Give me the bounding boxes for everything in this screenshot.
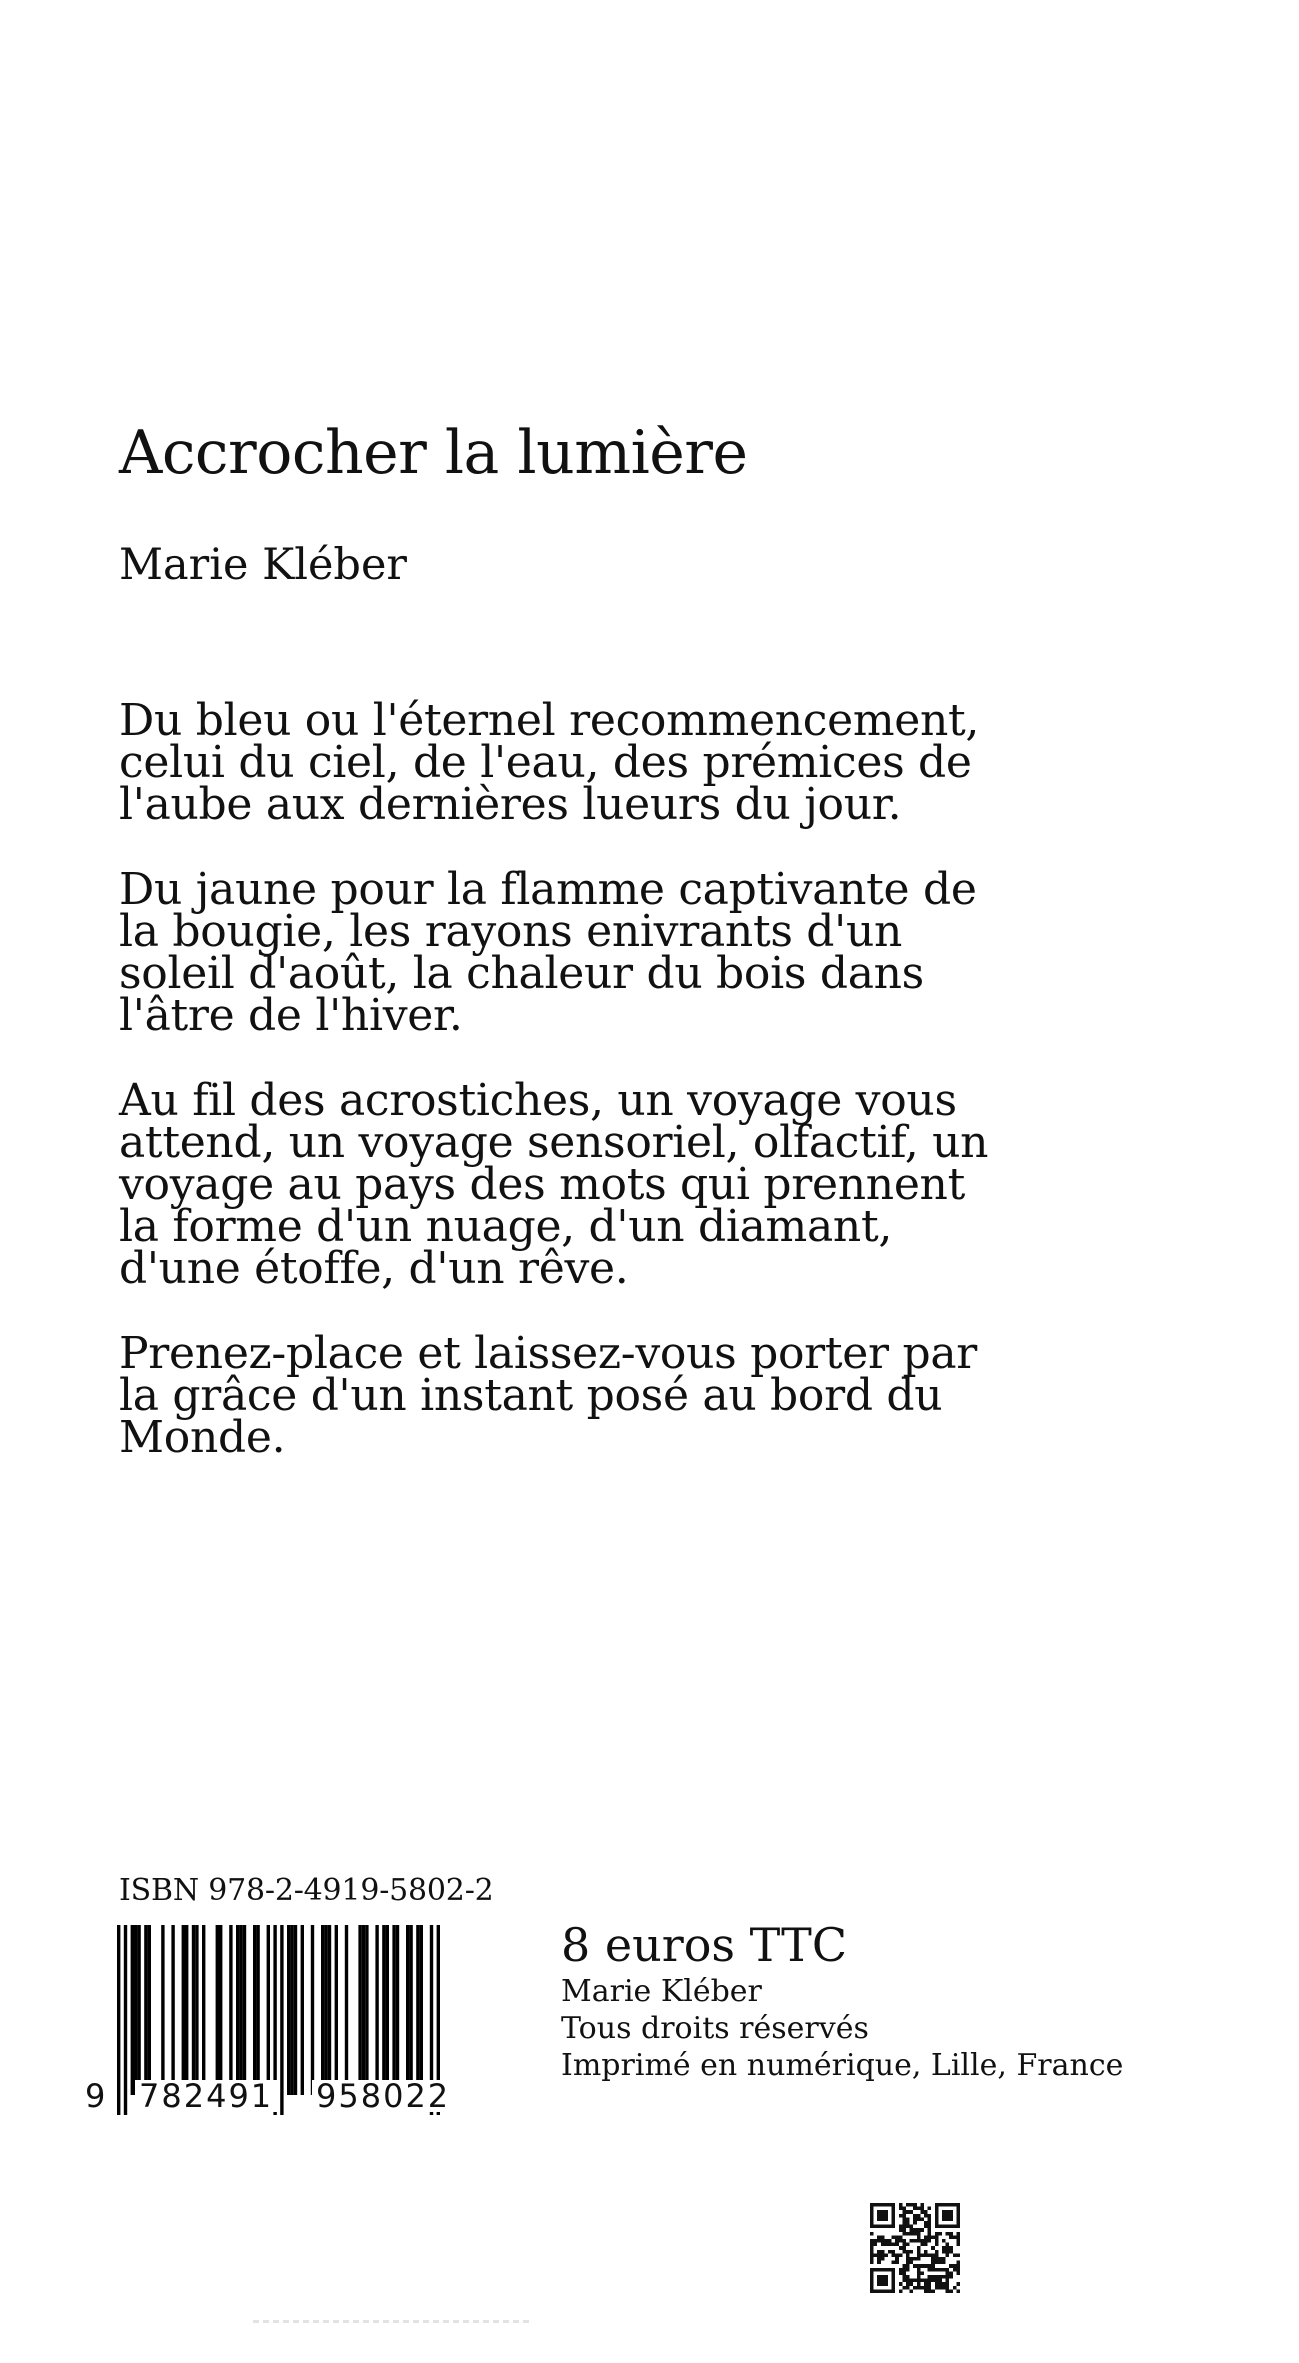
barcode-bar (134, 1925, 137, 2095)
barcode-bar (328, 1925, 331, 2095)
barcode-bar (416, 1925, 419, 2095)
faint-footer-mark (253, 2320, 533, 2323)
barcode-bar (290, 1925, 293, 2095)
blurb-line: la forme d'un nuage, d'un diamant, (119, 1201, 893, 1252)
barcode-bar (406, 1925, 409, 2095)
barcode-right-digits: 958022 (312, 2080, 454, 2112)
barcode-bar (280, 1925, 283, 2115)
barcode-bar (131, 1925, 134, 2095)
barcode-bar (382, 1925, 385, 2095)
barcode-bar (219, 1925, 222, 2095)
barcode-bar (375, 1925, 378, 2095)
barcode-bar (324, 1925, 327, 2095)
barcode-bar (229, 1925, 232, 2095)
qr-code-icon (870, 2203, 960, 2293)
isbn-label: ISBN 978-2-4919-5802-2 (119, 1873, 494, 1908)
barcode-bar (365, 1925, 368, 2095)
barcode-bar (236, 1925, 239, 2095)
barcode-bar (124, 1925, 127, 2115)
blurb (119, 695, 1019, 1502)
barcode-bar (287, 1925, 290, 2095)
barcode-bar (148, 1925, 151, 2095)
barcode-bar (253, 1925, 256, 2095)
imprint-printing: Imprimé en numérique, Lille, France (561, 2047, 1124, 2083)
blurb-line: Prenez-place et laissez-vous porter par (119, 1328, 977, 1379)
book-author: Marie Kléber (119, 540, 407, 590)
barcode-bar (267, 1925, 270, 2095)
blurb-line: l'âtre de l'hiver. (119, 990, 463, 1041)
barcode-bar (335, 1925, 338, 2095)
blurb-line: soleil d'août, la chaleur du bois dans (119, 948, 924, 999)
blurb-paragraph (119, 1075, 1019, 1294)
barcode-bar (216, 1925, 219, 2095)
barcode-bar (396, 1925, 399, 2095)
price: 8 euros TTC (561, 1918, 848, 1972)
barcode-lead-digit: 9 (85, 2077, 106, 2115)
blurb-line: la grâce d'un instant posé au bord du (119, 1370, 943, 1421)
blurb-line: la bougie, les rayons enivrants d'un (119, 906, 903, 957)
barcode-bar (243, 1925, 246, 2095)
barcode-bar (392, 1925, 395, 2095)
blurb-paragraph (119, 695, 1019, 830)
barcode-bar (171, 1925, 174, 2095)
barcode-bar (409, 1925, 412, 2095)
imprint-rights: Tous droits réservés (561, 2010, 869, 2046)
blurb-paragraph (119, 864, 1019, 1041)
barcode-bar (182, 1925, 185, 2095)
blurb-line: Du jaune pour la flamme captivante de (119, 864, 977, 915)
barcode-bar (192, 1925, 195, 2095)
blurb-line: d'une étoffe, d'un rêve. (119, 1243, 629, 1294)
barcode-bar (362, 1925, 365, 2095)
price-block (561, 1920, 1123, 2084)
barcode-bar (161, 1925, 164, 2095)
barcode-bar (294, 1925, 297, 2095)
book-title: Accrocher la lumière (119, 418, 748, 488)
barcode-left-digits: 782491 (135, 2080, 277, 2112)
barcode-bar (386, 1925, 389, 2095)
barcode-bar (256, 1925, 259, 2095)
barcode-bar (202, 1925, 205, 2095)
barcode-bar (345, 1925, 348, 2095)
blurb-paragraph (119, 1328, 1019, 1463)
blurb-line: Au fil des acrostiches, un voyage vous (119, 1075, 957, 1126)
barcode-bar (239, 1925, 242, 2095)
barcode-bar (321, 1925, 324, 2095)
imprint-author: Marie Kléber (561, 1973, 762, 2009)
barcode-bar (358, 1925, 361, 2095)
barcode-bar (311, 1925, 314, 2095)
blurb-line: celui du ciel, de l'eau, des prémices de (119, 737, 972, 788)
blurb-line: l'aube aux dernières lueurs du jour. (119, 779, 902, 830)
blurb-line: Monde. (119, 1412, 286, 1463)
barcode-bar (195, 1925, 198, 2095)
blurb-line: voyage au pays des mots qui prennent (119, 1159, 965, 1210)
blurb-line: Du bleu ou l'éternel recommencement, (119, 695, 980, 746)
blurb-line: attend, un voyage sensoriel, olfactif, un (119, 1117, 989, 1168)
barcode-bar (117, 1925, 120, 2115)
barcode-bar (420, 1925, 423, 2095)
barcode-bar (301, 1925, 304, 2095)
barcode-bar (185, 1925, 188, 2095)
barcode-bar (137, 1925, 140, 2095)
barcode-bar (144, 1925, 147, 2095)
